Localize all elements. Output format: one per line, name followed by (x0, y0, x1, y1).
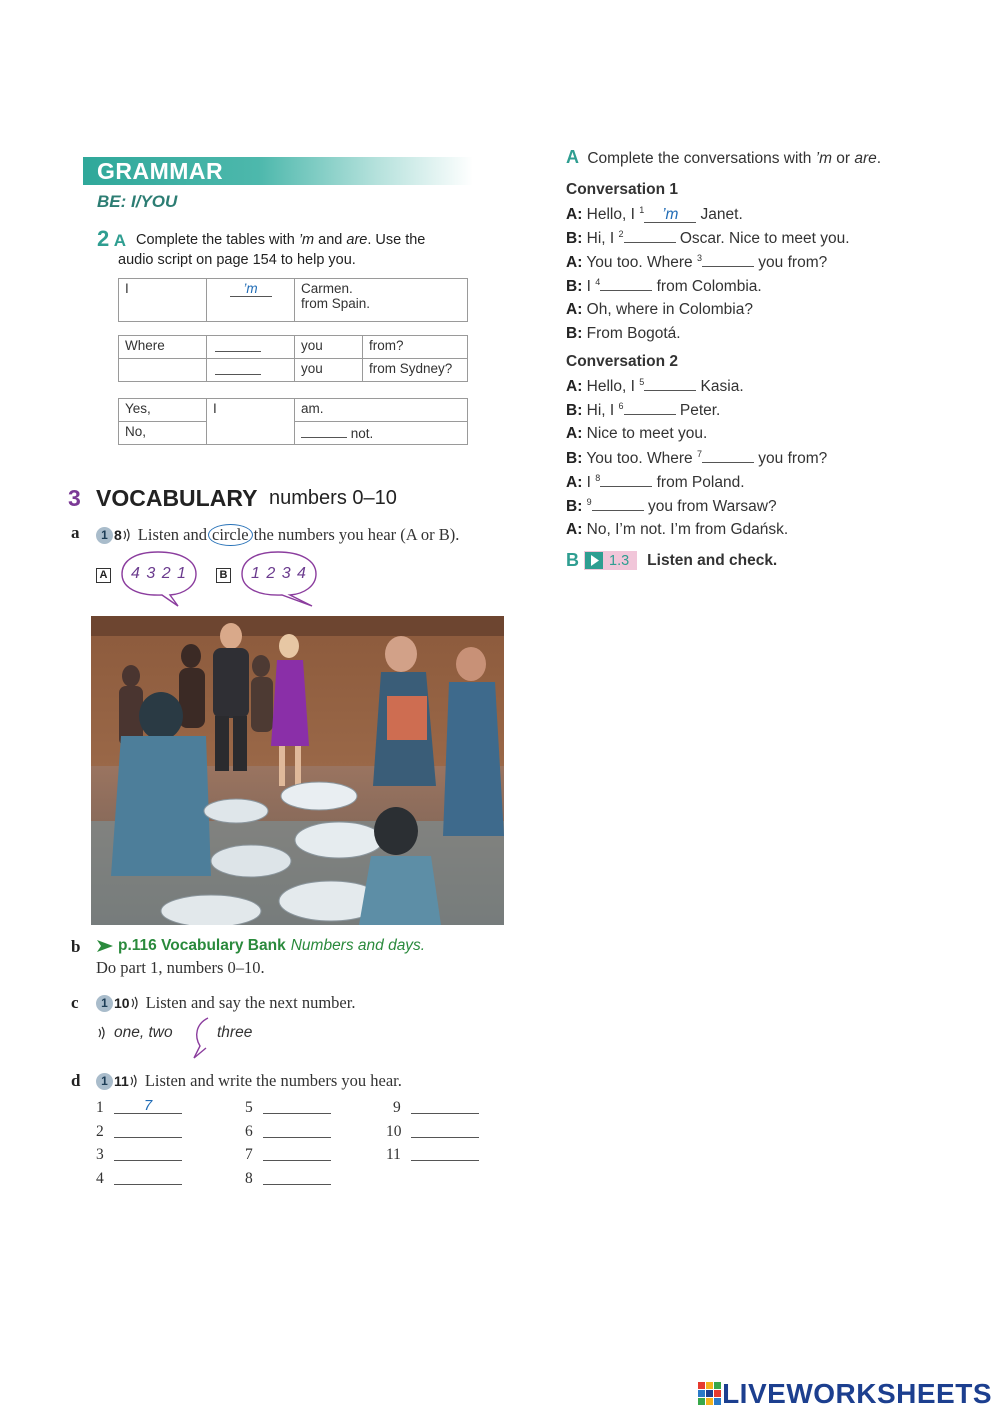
answer-blank[interactable] (702, 253, 754, 267)
item-b-line2: Do part 1, numbers 0–10. (96, 958, 265, 977)
option-b-numbers[interactable]: 1 2 3 4 (251, 565, 307, 582)
cell-complement (295, 279, 468, 322)
cell-blank-2 (207, 359, 295, 382)
item-d-text: Listen and write the numbers you hear. (144, 1071, 402, 1090)
vocab-number: 3 (68, 485, 81, 511)
item-d-row (96, 1071, 402, 1091)
option-b-label-box (216, 565, 231, 583)
speaker-label: A: (566, 378, 583, 396)
video-track-badge[interactable] (584, 551, 637, 570)
item-b-letter: b (71, 937, 81, 956)
write-num-input[interactable] (263, 1100, 331, 1114)
answer-blank[interactable] (702, 449, 754, 463)
audio-waves-icon (122, 528, 132, 542)
blank-number: 6 (618, 401, 624, 411)
liveworksheets-logo-text: LIVEWORKSHEETS (722, 1378, 992, 1409)
blank-number: 3 (696, 253, 702, 263)
item-c-row (96, 993, 355, 1013)
cd-disc-icon: 1 (96, 1073, 113, 1090)
line-text: Hi, I (586, 230, 619, 248)
write-num-label: 9 (393, 1099, 401, 1116)
line-text-after: you from Warsaw? (643, 498, 777, 516)
item-a-row (96, 524, 459, 546)
cell-verb (207, 279, 295, 322)
conversation-line (566, 229, 850, 248)
a-instr-end: . (876, 150, 882, 167)
play-icon (584, 551, 604, 570)
option-b-label: B (216, 568, 231, 583)
write-num-label: 11 (386, 1146, 401, 1163)
line-text: Hello, I (586, 206, 640, 224)
write-num-label: 1 (96, 1099, 104, 1116)
answer-blank[interactable]: ’m (644, 209, 696, 223)
conversation-line (566, 425, 707, 443)
line-text: You too. Where (586, 450, 697, 468)
item-a-after: the numbers you hear (A or B). (253, 525, 460, 544)
instr-text: Complete the tables with (136, 232, 299, 248)
audio-track-c[interactable] (96, 994, 140, 1012)
conversation-line (566, 205, 743, 224)
conversation-1-title: Conversation 1 (566, 181, 678, 198)
cell-blank-1 (207, 336, 295, 359)
a-instr-text: Complete the conversations with (587, 150, 816, 167)
speaker-label: B: (566, 498, 583, 516)
vocab-bank-link[interactable]: p.116 Vocabulary Bank (118, 937, 286, 954)
line-text: Oh, where in Colombia? (586, 301, 753, 318)
line-text: Hello, I (586, 378, 640, 396)
cell-no: No, (119, 422, 207, 445)
conversation-line (566, 253, 827, 272)
cell-am: am. (295, 399, 468, 422)
speaker-label: A: (566, 254, 583, 272)
cd-disc-icon: 1 (96, 995, 113, 1012)
blank-number: 8 (595, 473, 601, 483)
cell-where: Where (119, 336, 207, 359)
exercise-b-text: Listen and check. (647, 551, 778, 569)
cell-not (295, 422, 468, 445)
line-text-after: Janet. (696, 206, 743, 224)
exercise-2a-instruction-line1 (136, 230, 425, 250)
track-number: 11 (114, 1073, 129, 1089)
line-text-after: from Colombia. (652, 278, 762, 296)
write-num-input[interactable] (411, 1124, 479, 1138)
blank-number: 9 (586, 497, 592, 507)
vocab-subtitle: numbers 0–10 (269, 487, 397, 509)
speaker-label: A: (566, 301, 583, 318)
conversation-line (566, 449, 827, 468)
speaker-label: B: (566, 450, 583, 468)
line-text-after: from Poland. (652, 474, 745, 492)
speaker-label: A: (566, 521, 583, 538)
write-num-label: 10 (386, 1123, 402, 1140)
speaker-label: A: (566, 474, 583, 492)
exercise-a-heading (566, 147, 881, 168)
complement-spain: from Spain. (301, 296, 371, 311)
audio-waves-icon (129, 1074, 139, 1088)
write-num-label: 2 (96, 1123, 104, 1140)
vocab-bank-topic: Numbers and days. (290, 937, 426, 954)
write-num-label: 5 (245, 1099, 253, 1116)
grammar-title: GRAMMAR (97, 158, 224, 184)
conversation-line (566, 377, 744, 396)
answer-blank[interactable] (600, 473, 652, 487)
cell-empty (119, 359, 207, 382)
answer-blank[interactable] (600, 277, 652, 291)
cell-pronoun: I (119, 279, 207, 322)
audio-waves-icon (130, 996, 140, 1010)
cell-you-2: you (295, 359, 363, 382)
option-a-label: A (96, 568, 111, 583)
option-a-numbers[interactable]: 4 3 2 1 (131, 565, 187, 582)
item-c-example (96, 1024, 173, 1042)
complement-carmen: Carmen. (301, 281, 353, 296)
answer-m[interactable]: ’m (230, 283, 272, 297)
speaker-label: A: (566, 425, 583, 442)
answer-blank[interactable] (592, 497, 644, 511)
write-num-input[interactable] (263, 1124, 331, 1138)
conversation-line (566, 521, 788, 539)
vocab-title: VOCABULARY (96, 485, 258, 511)
write-num-label: 7 (245, 1146, 253, 1163)
write-num-label: 6 (245, 1123, 253, 1140)
cd-disc-icon: 1 (96, 527, 113, 544)
line-text: I (586, 278, 596, 296)
exercise-number: 2 (97, 226, 110, 251)
write-num-label: 4 (96, 1170, 104, 1187)
speaker-label: B: (566, 278, 583, 296)
audio-waves-icon (96, 1026, 108, 1040)
write-num-input[interactable] (114, 1171, 182, 1185)
line-text-after: you from? (754, 254, 828, 272)
item-a-before: Listen and (137, 525, 207, 544)
blank-input-3[interactable] (301, 424, 347, 438)
item-c-letter: c (71, 993, 79, 1012)
line-text-after: Oscar. Nice to meet you. (675, 230, 850, 248)
liveworksheets-logo (698, 1378, 992, 1410)
answer-blank[interactable] (644, 377, 696, 391)
item-d-letter: d (71, 1071, 81, 1090)
write-num-input[interactable] (114, 1124, 182, 1138)
cell-you-1: you (295, 336, 363, 359)
line-text: You too. Where (586, 254, 697, 272)
blank-number: 1 (639, 205, 645, 215)
speaker-label: B: (566, 230, 583, 248)
conversation-line (566, 473, 745, 492)
blank-number: 5 (639, 377, 645, 387)
cell-yes: Yes, (119, 399, 207, 422)
audio-track-a[interactable] (96, 526, 132, 544)
speaker-label: A: (566, 206, 583, 224)
item-a-circle-word: circle (208, 524, 253, 546)
line-text: I (586, 474, 596, 492)
a-instr-or: or (831, 150, 855, 167)
write-num-input[interactable] (411, 1147, 479, 1161)
instr-m: ’m (298, 232, 315, 248)
conversation-line (566, 325, 681, 343)
exercise-b-letter: B (566, 550, 579, 570)
answer-blank[interactable] (624, 401, 676, 415)
arrow-right-icon (96, 939, 114, 953)
exercise-b-row (566, 550, 777, 571)
write-num-answer[interactable]: 7 (114, 1100, 182, 1114)
conversation-line (566, 277, 762, 296)
cell-from: from? (363, 336, 468, 359)
grammar-subtitle: BE: I/YOU (97, 192, 178, 211)
grammar-banner (83, 157, 473, 185)
line-text: Hi, I (586, 402, 619, 420)
write-num-input[interactable] (263, 1171, 331, 1185)
write-num-label: 8 (245, 1170, 253, 1187)
option-a-label-box (96, 565, 111, 583)
item-b-row (96, 937, 425, 955)
line-text: Nice to meet you. (586, 425, 708, 442)
audio-track-d[interactable] (96, 1072, 139, 1090)
track-number: 10 (114, 995, 130, 1011)
conversation-line (566, 497, 777, 516)
line-text-after: Peter. (675, 402, 721, 420)
instr-are: are (346, 232, 368, 248)
not-text: not. (350, 426, 374, 441)
exercise-2a-instruction-line2: audio script on page 154 to help you. (118, 252, 356, 268)
line-text-after: Kasia. (696, 378, 744, 396)
speaker-label: B: (566, 402, 583, 420)
exercise-a-letter: A (566, 147, 579, 167)
speaker-label: B: (566, 325, 583, 342)
conversation-line (566, 301, 753, 319)
exercise-letter: A (113, 231, 126, 250)
blank-number: 4 (595, 277, 601, 287)
example-one-two: one, two (114, 1024, 173, 1041)
blank-number: 7 (696, 449, 702, 459)
grammar-table-3 (118, 398, 468, 445)
speech-bubble-c-icon (190, 1016, 212, 1060)
item-c-text: Listen and say the next number. (145, 993, 356, 1012)
item-a-letter: a (71, 523, 80, 542)
liveworksheets-logo-icon (698, 1382, 722, 1406)
blank-input-2[interactable] (215, 361, 261, 375)
track-number: 8 (114, 527, 122, 543)
grammar-table-2 (118, 335, 468, 382)
line-text-after: you from? (754, 450, 828, 468)
write-num-input[interactable] (114, 1147, 182, 1161)
conversation-2-title: Conversation 2 (566, 353, 678, 370)
cell-from-sydney: from Sydney? (363, 359, 468, 382)
blank-input-1[interactable] (215, 338, 261, 352)
a-instr-are: are (854, 150, 877, 167)
exercise-2a-heading (97, 226, 126, 252)
line-text: No, I’m not. I’m from Gdańsk. (586, 521, 789, 538)
instr-rest: . Use the (367, 232, 426, 248)
bubble-three: three (217, 1024, 253, 1041)
line-text: From Bogotá. (586, 325, 681, 342)
grammar-table-1 (118, 278, 468, 322)
write-num-input[interactable] (411, 1100, 479, 1114)
video-track-number: 1.3 (609, 552, 630, 569)
write-num-input[interactable] (263, 1147, 331, 1161)
a-instr-m: ’m (815, 150, 832, 167)
instr-and: and (314, 232, 347, 248)
cell-i: I (207, 399, 295, 445)
party-band-illustration (91, 616, 504, 925)
conversation-line (566, 401, 720, 420)
answer-blank[interactable] (624, 229, 676, 243)
write-num-label: 3 (96, 1146, 104, 1163)
blank-number: 2 (618, 229, 624, 239)
